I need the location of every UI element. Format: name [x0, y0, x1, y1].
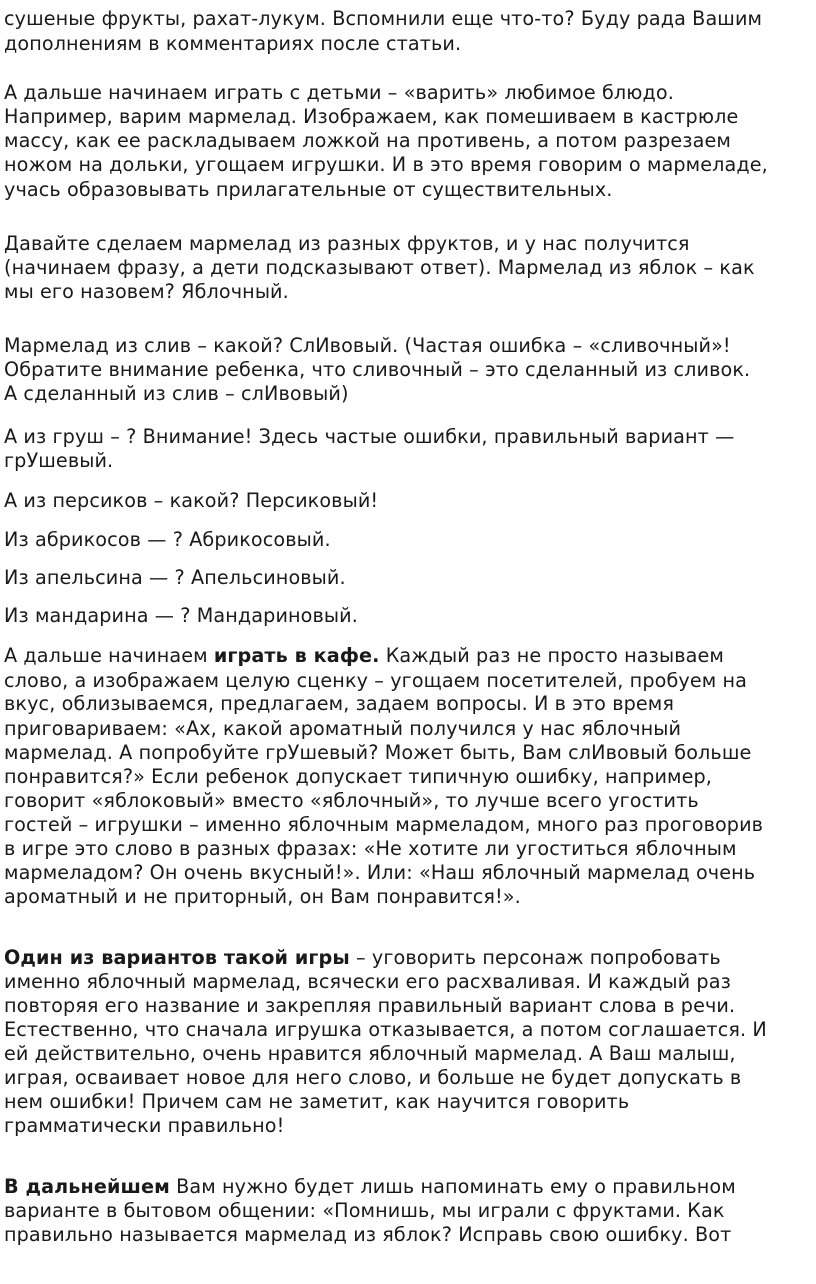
text-line: [4, 153, 768, 177]
text-run: Из мандарина — ? Мандариновый.: [4, 604, 358, 627]
text-run: слово, а изображаем целую сценку – угощаем посетителей, пробуем на: [4, 669, 748, 692]
text-line: [4, 669, 747, 693]
text-line: [4, 105, 738, 129]
text-line: [4, 604, 358, 628]
text-line: [4, 280, 289, 304]
text-run: гостей – игрушки – именно яблочным мармеладом, много раз проговорив: [4, 813, 764, 836]
text-line: [4, 1042, 736, 1066]
text-run: правильно называется мармелад из яблок? Исправь свою ошибку. Вот: [4, 1223, 732, 1246]
text-run: А дальше начинаем играть с детьми – «варить» любимое блюдо.: [4, 81, 674, 104]
text-run: грамматически правильно!: [4, 1114, 285, 1137]
text-line: [4, 32, 461, 56]
text-run: А дальше начинаем: [4, 644, 214, 667]
text-line: [4, 1018, 767, 1042]
text-line: [4, 1199, 725, 1223]
bold-phrase: В дальнейшем: [4, 1175, 170, 1198]
text-run: учась образовывать прилагательные от существительных.: [4, 178, 613, 201]
text-run: – уговорить персонаж попробовать: [349, 946, 721, 969]
text-run: понравится?» Если ребенок допускает типичную ошибку, например,: [4, 765, 712, 788]
text-line: [4, 7, 762, 31]
text-line: [4, 178, 612, 202]
text-line: [4, 256, 755, 280]
text-run: вкус, облизываемся, предлагаем, задаем вопросы. И в это время: [4, 692, 675, 715]
text-run: нем ошибки! Причем сам не заметит, как научится говорить: [4, 1090, 630, 1113]
text-run: ей действительно, очень нравится яблочный мармелад. А Ваш малыш,: [4, 1042, 736, 1065]
text-run: Из апельсина — ? Апельсиновый.: [4, 566, 346, 589]
text-run: Обратите внимание ребенка, что сливочный – это сделанный из сливок.: [4, 358, 751, 381]
text-line: [4, 382, 349, 406]
text-run: грУшевый.: [4, 449, 114, 472]
text-line: [4, 994, 735, 1018]
text-line: [4, 129, 731, 153]
text-run: дополнениям в комментариях после статьи.: [4, 32, 462, 55]
text-run: сушеные фрукты, рахат-лукум. Вспомнили еще что-то? Буду рада Вашим: [4, 7, 763, 30]
text-line: [4, 449, 113, 473]
text-run: варианте в бытовом общении: «Помнишь, мы играли с фруктами. Как: [4, 1199, 725, 1222]
text-line: [4, 837, 737, 861]
text-line: [4, 741, 751, 765]
text-run: ароматный и не приторный, он Вам понравится!».: [4, 885, 521, 908]
text-run: Мармелад из слив – какой? СлИвовый. (Частая ошибка – «сливочный»!: [4, 334, 731, 357]
text-line: [4, 692, 674, 716]
text-line: [4, 765, 712, 789]
text-line: [4, 946, 721, 970]
text-line: [4, 885, 521, 909]
text-run: в игре это слово в разных фразах: «Не хотите ли угоститься яблочным: [4, 837, 737, 860]
text-run: Естественно, что сначала игрушка отказывается, а потом соглашается. И: [4, 1018, 767, 1041]
text-line: [4, 644, 724, 668]
text-line: [4, 489, 378, 513]
text-line: [4, 1090, 629, 1114]
text-run: Каждый раз не просто называем: [379, 644, 724, 667]
text-run: приговариваем: «Ах, какой ароматный получился у нас яблочный: [4, 717, 682, 740]
text-run: Вам нужно будет лишь напоминать ему о правильном: [169, 1175, 736, 1198]
text-line: [4, 528, 331, 552]
text-line: [4, 789, 699, 813]
text-line: [4, 334, 731, 358]
text-line: [4, 717, 681, 741]
text-run: А из персиков – какой? Персиковый!: [4, 489, 379, 512]
text-line: [4, 1066, 741, 1090]
text-line: [4, 232, 690, 256]
text-run: мармеладом? Он очень вкусный!». Или: «Наш яблочный мармелад очень: [4, 861, 756, 884]
text-run: именно яблочный мармелад, всячески его расхваливая. И каждый раз: [4, 970, 731, 993]
text-run: (начинаем фразу, а дети подсказывают ответ). Мармелад из яблок – как: [4, 256, 755, 279]
bold-phrase: Один из вариантов такой игры: [4, 946, 350, 969]
text-run: А сделанный из слив – слИвовый): [4, 382, 349, 405]
text-run: Например, варим мармелад. Изображаем, как помешиваем в кастрюле: [4, 105, 739, 128]
text-run: играя, осваивает новое для него слово, и больше не будет допускать в: [4, 1066, 742, 1089]
text-run: мы его назовем? Яблочный.: [4, 280, 289, 303]
text-line: [4, 566, 346, 590]
text-run: А из груш – ? Внимание! Здесь частые ошибки, правильный вариант —: [4, 425, 735, 448]
text-run: массу, как ее раскладываем ложкой на противень, а потом разрезаем: [4, 129, 731, 152]
text-line: [4, 1223, 731, 1247]
text-run: мармелад. А попробуйте грУшевый? Может быть, Вам слИвовый больше: [4, 741, 752, 764]
text-line: [4, 1114, 284, 1138]
text-line: [4, 425, 734, 449]
text-run: говорит «яблоковый» вместо «яблочный», то лучше всего угостить: [4, 789, 699, 812]
text-line: [4, 358, 750, 382]
text-run: Давайте сделаем мармелад из разных фруктов, и у нас получится: [4, 232, 690, 255]
text-line: [4, 1175, 736, 1199]
text-line: [4, 81, 674, 105]
text-run: ножом на дольки, угощаем игрушки. И в это время говорим о мармеладе,: [4, 153, 768, 176]
bold-phrase: играть в кафе.: [213, 644, 380, 667]
text-line: [4, 813, 763, 837]
text-run: Из абрикосов — ? Абрикосовый.: [4, 528, 331, 551]
text-run: повторяя его название и закрепляя правильный вариант слова в речи.: [4, 994, 736, 1017]
text-line: [4, 970, 731, 994]
text-line: [4, 861, 755, 885]
